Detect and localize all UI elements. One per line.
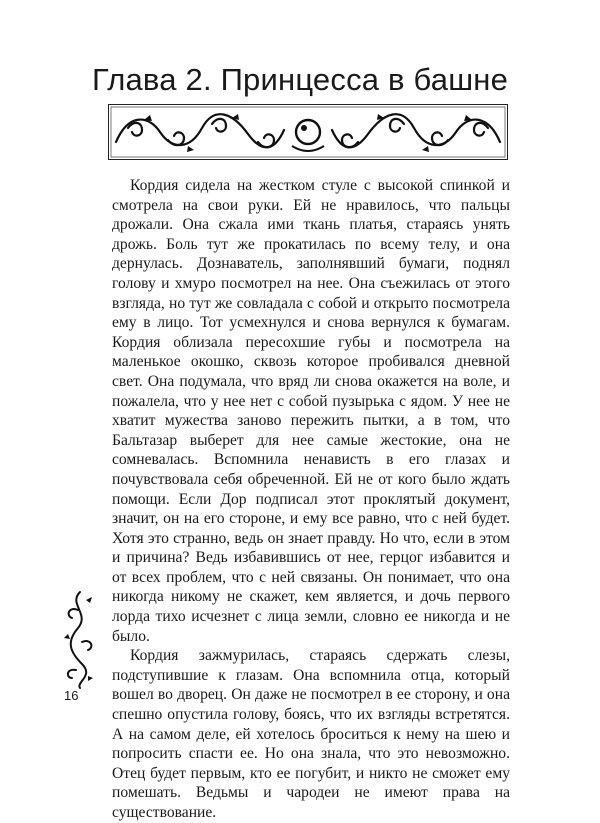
paragraph-2: Кордия зажмурилась, стараясь сдержать слезы, подступившие к глазам. Она вспомнила отца, который вошел во дворец. Он даже не посмотрел в ее сторону, и она спешно опустила голову, боясь, что их взгляды встретятся. А на самом деле, ей хотелось броситься к нему на шею и попросить спасти ее. Но она знала, что это невозможно. Отец будет первым, кто ее погубит, и никто не сможет ему помешать. Ведьмы и чародеи не имеют права на существование.: [112, 647, 510, 821]
ornamental-divider: [108, 104, 508, 160]
paragraph-1: Кордия сидела на жестком стуле с высокой спинкой и смотрела на свои руки. Ей не нравилось, что пальцы дрожали. Она сжала ими ткань платья, стараясь унять дрожь. Боль тут же прокатилась по всему телу, и она дернулась. Дознаватель, заполнявший бумаги, поднял голову и хмуро посмотрел на нее. Она съежилась от этого взгляда, но тут же совладала с собой и открыто посмотрела ему в лицо. Тот усмехнулся и снова вернулся к бумагам. Кордия облизала пересохшие губы и посмотрела на маленькое окошко, сквозь которое пробивался дневной свет. Она подумала, что вряд ли снова окажется на воле, и пожалела, что у нее нет с собой пузырька с ядом. У нее не хватит мужества заново пережить пытки, а в том, что Бальтазар выберет для нее самые жестокие, она не сомневалась. Вспомнила ненависть в его глазах и почувствовала себя обреченной. Ей не от кого было ждать помощи. Если Дор подписал этот проклятый документ, значит, он на его стороне, и ему все равно, что с ней будет. Хотя это странно, ведь он знает правду. Но что, если в этом и причина? Ведь избавившись от нее, герцог избавится и от всех проблем, что с ней связаны. Он понимает, что она никогда никому не скажет, кем является, и дочь первого лорда тихо исчезнет с лица земли, словно ее никогда и не было.: [112, 177, 510, 645]
page-number: 16: [64, 688, 79, 703]
vine-ornament: [62, 590, 96, 690]
chapter-title: Глава 2. Принцесса в башне: [91, 62, 509, 97]
chapter-body: [112, 176, 510, 823]
